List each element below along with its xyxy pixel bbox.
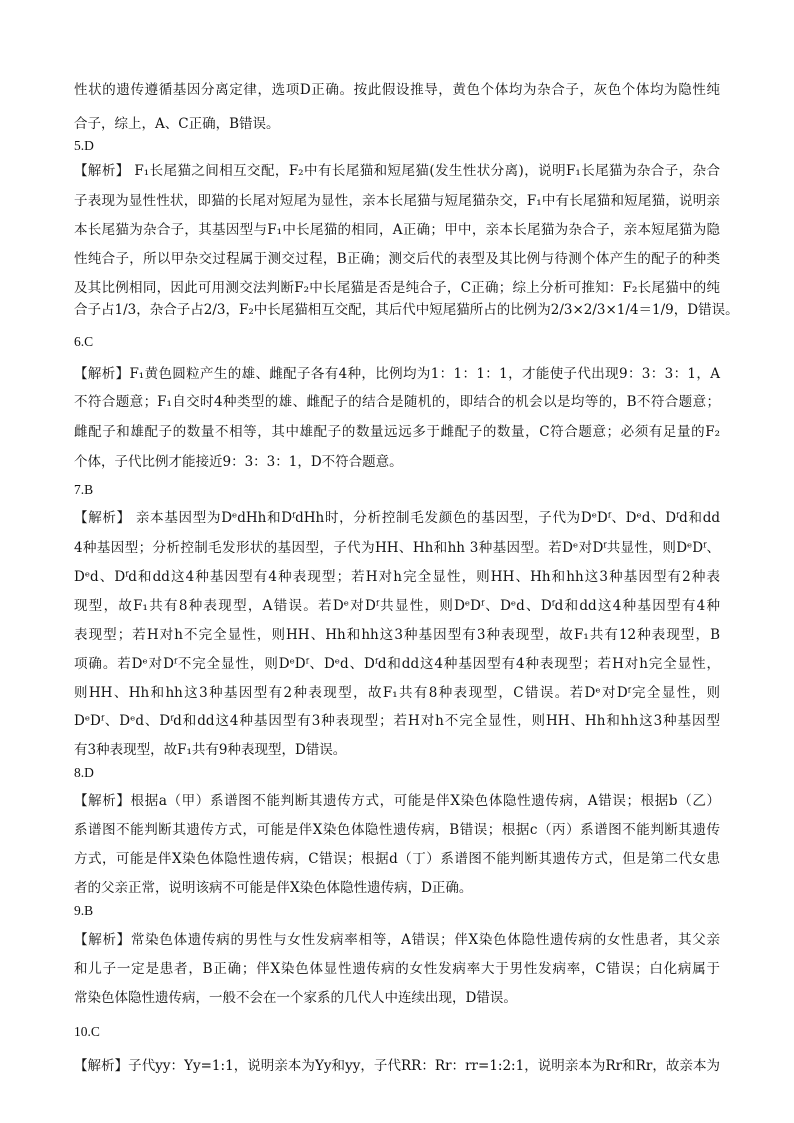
text-line: Dᵉd、Dᶠd和dd这4种基因型有4种表现型；若H对h完全显性，则HH、Hh和hh这3种基因型有2种表 (74, 569, 720, 585)
answer-heading: 10.C (74, 1024, 100, 1039)
text-line: 者的父亲正常，说明该病不可能是伴X染色体隐性遗传病，D正确。 (74, 880, 473, 896)
text-line: 系谱图不能判断其遗传方式，可能是伴X染色体隐性遗传病，B错误；根据c（丙）系谱图不能判断其遗传 (74, 822, 720, 838)
answer-heading: 6.C (74, 334, 94, 349)
text-line: 【解析】F₁黄色圆粒产生的雄、雌配子各有4种，比例均为1：1：1：1，才能使子代出现9：3：3：1，A (74, 366, 720, 382)
text-line: 常染色体隐性遗传病，一般不会在一个家系的几代人中连续出现，D错误。 (74, 990, 517, 1006)
text-line: 性纯合子，所以甲杂交过程属于测交过程，B正确；测交后代的表型及其比例与待测个体产生的配子的种类 (74, 251, 720, 267)
text-line: 及其比例相同，因此可用测交法判断F₂中长尾猫是否是纯合子，C正确；综上分析可推知：F₂长尾猫中的纯 (74, 280, 720, 296)
text-line: 现型，故F₁共有8种表现型，A错误。若Dᵉ对Dᶠ共显性，则DᵉDᶠ、Dᵉd、Dᶠd和dd这4种基因型有4种 (74, 598, 720, 614)
text-line: 和儿子一定是患者，B正确；伴X染色体显性遗传病的女性发病率大于男性发病率，C错误；白化病属于 (74, 961, 720, 977)
text-line: 个体，子代比例才能接近9：3：3：1，D不符合题意。 (74, 454, 403, 470)
text-line: 本长尾猫为杂合子，其基因型与F₁中长尾猫的相同，A正确；甲中，亲本长尾猫为杂合子，亲本短尾猫为隐 (74, 222, 720, 238)
text-line: 【解析】常染色体遗传病的男性与女性发病率相等，A错误；伴X染色体隐性遗传病的女性患者，其父亲 (74, 932, 720, 948)
text-line: 有3种表现型，故F₁共有9种表现型，D错误。 (74, 742, 347, 758)
text-line: 合子，综上，A、C正确，B错误。 (74, 116, 280, 132)
text-line: 【解析】 亲本基因型为DᵉdHh和DᶠdHh时，分析控制毛发颜色的基因型，子代为DᵉDᶠ、Dᵉd、Dᶠd和dd (74, 510, 720, 526)
text-line: 【解析】 F₁长尾猫之间相互交配，F₂中有长尾猫和短尾猫(发生性状分离)，说明F₁长尾猫为杂合子，杂合 (74, 163, 720, 179)
text-line: 则HH、Hh和hh这3种基因型有2种表现型，故F₁共有8种表现型，C错误。若Dᵉ对Dᶠ完全显性，则 (74, 685, 720, 701)
text-line: 雌配子和雄配子的数量不相等，其中雄配子的数量远远多于雌配子的数量，C符合题意；必须有足量的F₂ (74, 424, 720, 440)
text-line: DᵉDᶠ、Dᵉd、Dᶠd和dd这4种基因型有3种表现型；若H对h不完全显性，则HH、Hh和hh这3种基因型 (74, 713, 720, 729)
text-line: 项确。若Dᵉ对Dᶠ不完全显性，则DᵉDᶠ、Dᵉd、Dᶠd和dd这4种基因型有4种表现型；若H对h完全显性， (74, 656, 720, 672)
text-line: 方式，可能是伴X染色体隐性遗传病，C错误；根据d（丁）系谱图不能判断其遗传方式，但是第二代女患 (74, 851, 720, 867)
text-line: 4种基因型；分析控制毛发形状的基因型，子代为HH、Hh和hh 3种基因型。若Dᵉ对Dᶠ共显性，则DᵉDᶠ、 (74, 540, 720, 556)
text-line: 【解析】子代yy：Yy=1:1，说明亲本为Yy和yy，子代RR：Rr：rr=1:2:1，说明亲本为Rr和Rr，故亲本为 (74, 1058, 720, 1074)
text-line: 不符合题意；F₁自交时4种类型的雄、雌配子的结合是随机的，即结合的机会以是均等的，B不符合题意； (74, 394, 720, 410)
text-line: 【解析】根据a（甲）系谱图不能判断其遗传方式，可能是伴X染色体隐性遗传病，A错误；根据b（乙） (74, 793, 720, 809)
answer-heading: 8.D (74, 765, 94, 780)
answer-heading: 9.B (74, 903, 94, 918)
text-line: 合子占1/3，杂合子占2/3，F₂中长尾猫相互交配，其后代中短尾猫所占的比例为2/3×2/3×1/4＝1/9，D错误。 (74, 302, 739, 318)
text-line: 子表现为显性性状，即猫的长尾对短尾为显性，亲本长尾猫与短尾猫杂交，F₁中有长尾猫和短尾猫，说明亲 (74, 193, 720, 209)
text-line: 表现型；若H对h不完全显性，则HH、Hh和hh这3种基因型有3种表现型，故F₁共有12种表现型，B (74, 627, 720, 643)
answer-heading: 7.B (74, 482, 94, 497)
answer-heading: 5.D (74, 138, 94, 153)
text-line: 性状的遗传遵循基因分离定律，选项D正确。按此假设推导，黄色个体均为杂合子，灰色个体均为隐性纯 (74, 82, 720, 98)
